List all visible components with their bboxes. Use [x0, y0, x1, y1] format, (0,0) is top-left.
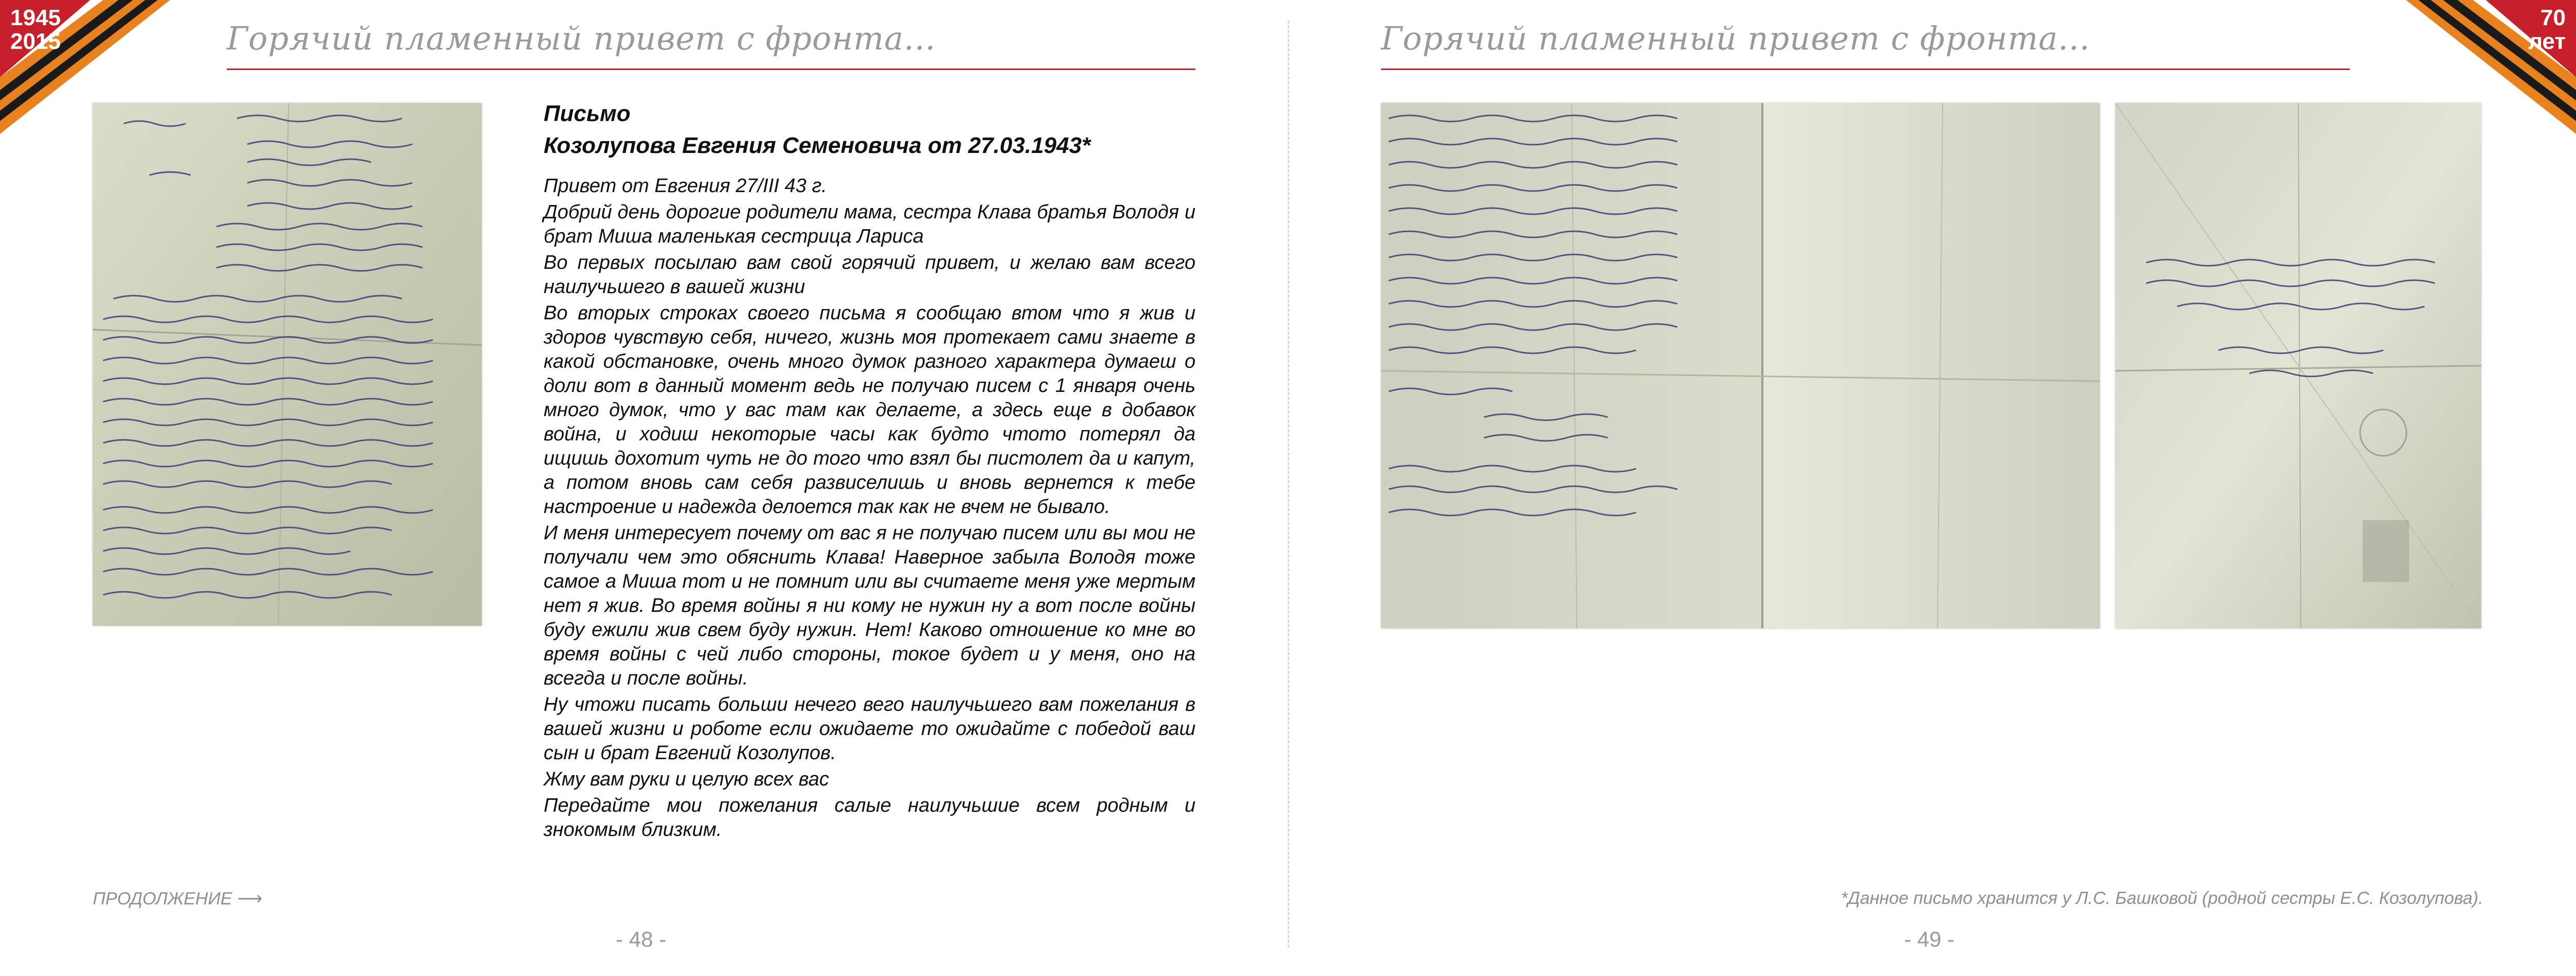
year-start: 1945 [10, 5, 61, 30]
envelope-scan-image [2115, 103, 2481, 628]
letter-paragraph: Ну чтожи писать больши нечего вего наилучьшего вам пожелания в вашей жизни и роботе если ожидаете то ожидайте с победой ваш сын и брат Евгений Козолупов. [544, 694, 1196, 764]
letter-transcription [544, 98, 1196, 844]
letter-title-line2: Козолупова Евгения Семеновича от 27.03.1943* [544, 133, 1091, 158]
letter-paragraph: Добрий день дорогие родители мама, сестра Клава братья Володя и брат Миша маленькая сестрица Лариса [544, 201, 1196, 247]
page-gutter [1288, 21, 1289, 948]
continue-label: ПРОДОЛЖЕНИЕ [93, 889, 232, 909]
header-rule-right [1381, 69, 2350, 70]
anniversary-number: 70 [2540, 5, 2566, 30]
header-title-right: Горячий пламенный привет с фронта... [1381, 20, 2091, 57]
anniversary-label [2528, 6, 2566, 54]
letter-paragraph: Привет от Евгения 27/III 43 г. [544, 175, 827, 197]
letter-scan-image [93, 103, 482, 626]
letter-scan-page1 [93, 103, 482, 626]
letter-paragraph: И меня интересует почему от вас я не получаю писем или вы мои не получали чем это обяснить Клава! Наверное забыла Володя тоже самое а Миша тот и не помнит или вы считаете меня уже мертым нет я жив. Во время войны я ни кому не нужин ну а вот после войны буду ежили жив свем буду нужин. Нет! Каково отношение ко мне во время войны с чей либо стороны, токое будет и у меня, оно на всегда и после войны. [544, 522, 1196, 689]
year-end: 2015 [10, 29, 61, 54]
letter-footnote: *Данное письмо хранится у Л.С. Башковой (родной сестры Е.С. Козолупова). [1841, 888, 2483, 908]
letter-title [544, 98, 1196, 162]
page-number-left: - 48 - [616, 927, 667, 951]
anniversary-word: лет [2528, 29, 2566, 54]
letter-paragraph: Во вторых строках своего письма я сообщаю втом что я жив и здоров чувствую себя, ничего, жизнь моя протекает сами знаете в какой обстановке, очень много думок разного характера думаеш о доли вот в данный момент ведь не получаю писем с 1 января очень много думок, что у вас там как делаете, а здесь еще в добавок война, и ходиш некоторые часы как будто чтото потерял да ищишь дохотит чуть не до того что взял бы пистолет да и капут, а потом вновь сам себя развиселишь и вновь вернется к тебе настроение и надежда делоется так как не вчем не бывало. [544, 302, 1196, 518]
years-label [10, 6, 61, 54]
letter-paragraph: Во первых посылаю вам свой горячий привет, и желаю вам всего наилучьшего в вашей жизни [544, 252, 1196, 298]
letter-paragraph: Передайте мои пожелания салые наилучьшие всем родным и знокомым близким. [544, 795, 1196, 841]
letter-scan-page2 [1381, 103, 2100, 628]
letter-scan-image [1381, 103, 2100, 628]
letter-scan-envelope [2115, 103, 2481, 628]
letter-title-line1: Письмо [544, 101, 631, 126]
continue-link[interactable] [93, 888, 262, 909]
page-number-right: - 49 - [1904, 927, 1955, 951]
header-title-left: Горячий пламенный привет с фронта... [227, 20, 936, 57]
header-rule-left [227, 69, 1196, 70]
letter-paragraph: Жму вам руки и целую всех вас [544, 768, 829, 790]
arrow-right-icon: ⟶ [237, 889, 263, 909]
